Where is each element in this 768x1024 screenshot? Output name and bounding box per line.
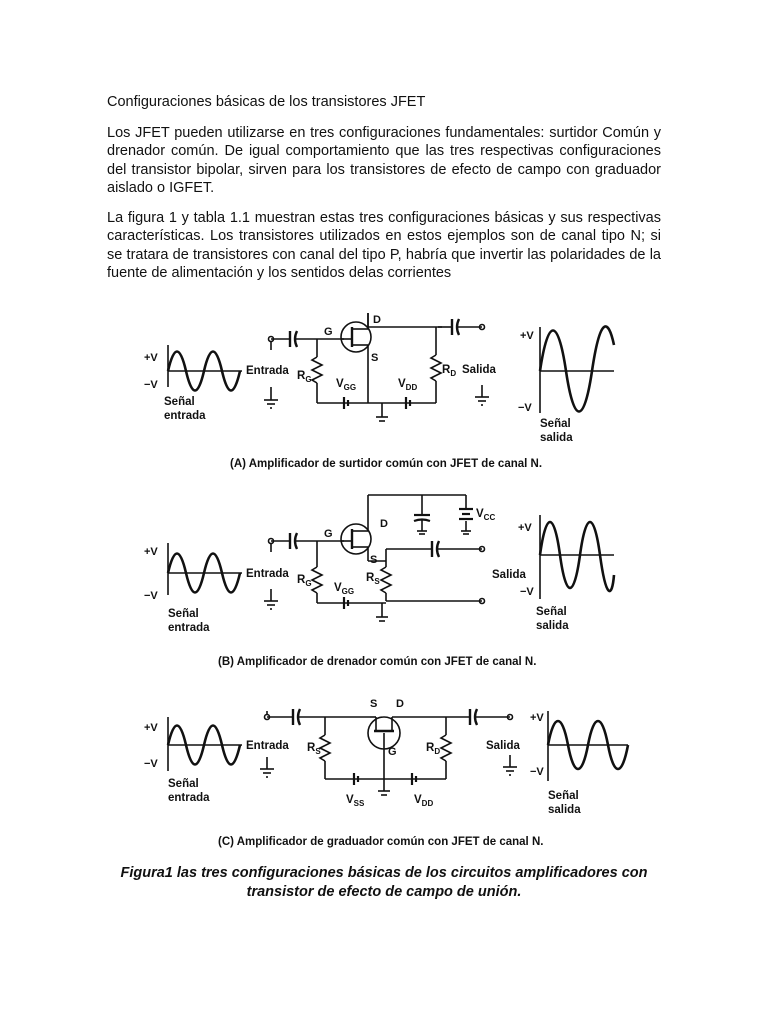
vgg-label: $V_{GG}$	[336, 378, 357, 392]
minus-v-label: −V	[144, 590, 158, 602]
input-signal-wave-b	[168, 543, 242, 595]
input-signal-wave-a	[168, 345, 242, 391]
vgg-label: $V_{GG}$	[334, 582, 355, 596]
plus-v-label: +V	[144, 722, 158, 734]
signal-in-label: Señal	[168, 778, 199, 790]
drain-label: D	[396, 698, 404, 710]
output-signal-wave-a	[540, 326, 614, 413]
rs-label: $R_S$	[307, 742, 321, 756]
rd-label: $R_D$	[442, 364, 457, 378]
rg-label: $R_G$	[297, 574, 312, 588]
signal-in-label: Señal	[168, 608, 199, 620]
rg-label: $R_G$	[297, 370, 312, 384]
document-title: Configuraciones básicas de los transistores JFET	[107, 94, 426, 110]
signal-out-label-2: salida	[548, 804, 581, 816]
diagram-a-caption: (A) Amplificador de surtidor común con JFET de canal N.	[230, 458, 543, 470]
circuit-diagrams	[130, 305, 650, 860]
plus-v-label: +V	[518, 522, 532, 534]
input-label: Entrada	[246, 568, 289, 580]
drain-label: D	[373, 314, 381, 326]
signal-in-label-2: entrada	[168, 792, 210, 804]
vcc-label: $V_{CC}$	[476, 508, 496, 522]
plus-v-label: +V	[144, 546, 158, 558]
diagram-c-caption: (C) Amplificador de graduador común con JFET de canal N.	[218, 836, 544, 848]
source-label: S	[370, 698, 378, 710]
signal-out-label-2: salida	[540, 432, 573, 444]
input-label: Entrada	[246, 740, 289, 752]
minus-v-label: −V	[144, 758, 158, 770]
rs-label: $R_S$	[366, 572, 380, 586]
figure-caption: Figura1 las tres configuraciones básicas de los circuitos amplificadores con transistor de efecto de campo de unión.	[120, 865, 648, 900]
input-label: Entrada	[246, 365, 289, 377]
gate-label: G	[388, 746, 397, 758]
signal-out-label: Señal	[536, 606, 567, 618]
vdd-label: $V_{DD}$	[414, 794, 434, 808]
jfet-transistor-b	[341, 495, 371, 561]
diagram-b-common-drain	[144, 495, 614, 668]
minus-v-label: −V	[518, 402, 532, 414]
signal-in-label-2: entrada	[168, 622, 210, 634]
gate-label: G	[324, 326, 333, 338]
paragraph-figure-reference: La figura 1 y tabla 1.1 muestran estas tres configuraciones básicas y sus respectivas características. Los transistores utilizados en estos ejemplos son de canal tipo N; si se tratara de transistores con canal del tipo P, habría que invertir las polaridades de la fuente de alimentación y los sentidos delas corrientes	[107, 210, 661, 281]
circuit-figure	[130, 305, 650, 860]
plus-v-label: +V	[520, 330, 534, 342]
paragraph-intro: Los JFET pueden utilizarse en tres configuraciones fundamentales: surtidor Común y drenador común. De igual comportamiento que las tres respectivas configuraciones del transistor bipolar, sirven para los transistores de efecto de campo con graduador aislado o IGFET.	[107, 125, 661, 196]
output-signal-wave-b	[540, 515, 614, 599]
diagram-a-common-source	[144, 313, 614, 470]
signal-in-label-2: entrada	[164, 410, 206, 422]
signal-out-label-2: salida	[536, 620, 569, 632]
minus-v-label: −V	[530, 766, 544, 778]
source-label: S	[370, 554, 378, 566]
vdd-label: $V_{DD}$	[398, 378, 418, 392]
input-signal-wave-c	[168, 717, 242, 771]
output-label: Salida	[462, 364, 496, 376]
minus-v-label: −V	[520, 586, 534, 598]
output-label: Salida	[486, 740, 520, 752]
drain-label: D	[380, 518, 388, 530]
signal-out-label: Señal	[548, 790, 579, 802]
rd-label: $R_D$	[426, 742, 441, 756]
minus-v-label: −V	[144, 379, 158, 391]
diagram-b-caption: (B) Amplificador de drenador común con JFET de canal N.	[218, 656, 537, 668]
diagram-c-common-gate	[144, 698, 628, 848]
source-label: S	[371, 352, 379, 364]
plus-v-label: +V	[530, 712, 544, 724]
gate-label: G	[324, 528, 333, 540]
output-label: Salida	[492, 569, 526, 581]
plus-v-label: +V	[144, 352, 158, 364]
jfet-transistor-a	[341, 313, 371, 361]
vss-label: $V_{SS}$	[346, 794, 365, 808]
signal-in-label: Señal	[164, 396, 195, 408]
signal-out-label: Señal	[540, 418, 571, 430]
output-signal-wave-c	[548, 711, 628, 781]
